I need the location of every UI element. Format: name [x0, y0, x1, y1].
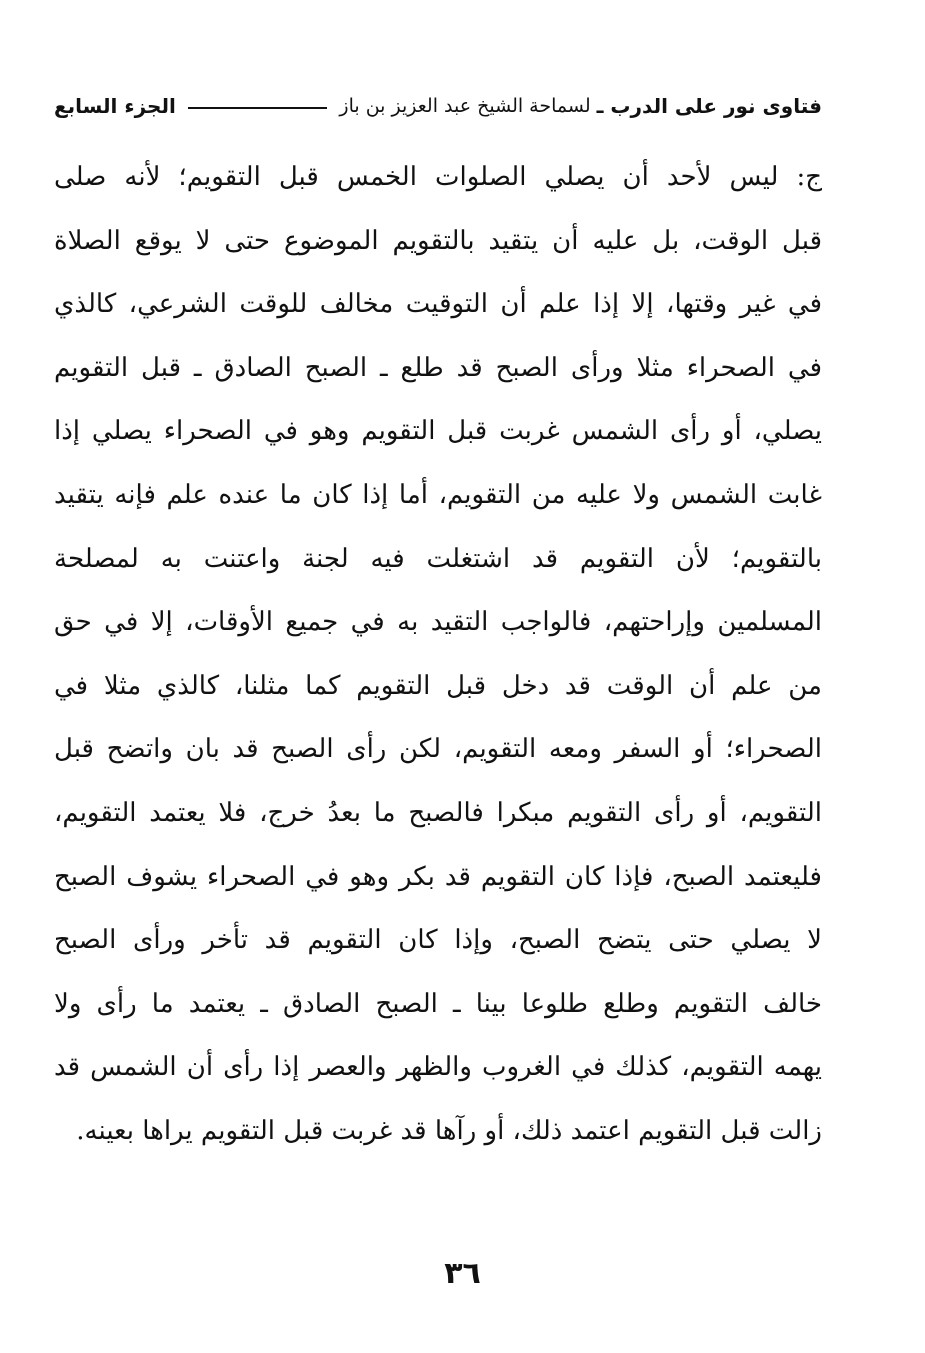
- volume-label: الجزء السابع: [54, 94, 176, 118]
- header-rule: [188, 107, 328, 109]
- text-line: بالتقويم؛ لأن التقويم قد اشتغلت فيه لجنة واعتنت به لمصلحة: [54, 543, 822, 574]
- page-number: ٣٦: [444, 1256, 481, 1291]
- text-line: في الصحراء مثلا ورأى الصبح قد طلع ـ الصبح الصادق ـ قبل التقويم: [54, 352, 822, 383]
- text-line: لا يصلي حتى يتضح الصبح، وإذا كان التقويم قد تأخر ورأى الصبح: [54, 925, 822, 956]
- text-line: يهمه التقويم، كذلك في الغروب والظهر والعصر إذا رأى أن الشمس قد: [54, 1052, 822, 1083]
- text-line: ج: ليس لأحد أن يصلي الصلوات الخمس قبل التقويم؛ لأنه صلى: [54, 162, 822, 192]
- text-line: الصحراء؛ أو السفر ومعه التقويم، لكن رأى الصبح قد بان واتضح قبل: [54, 734, 822, 765]
- text-line: في غير وقتها، إلا إذا علم أن التوقيت مخالف للوقت الشرعي، كالذي: [54, 289, 822, 320]
- text-line: المسلمين وإراحتهم، فالواجب التقيد به في جميع الأوقات، إلا في حق: [54, 607, 822, 638]
- text-line: غابت الشمس ولا عليه من التقويم، أما إذا كان ما عنده علم فإنه يتقيد: [54, 479, 822, 510]
- author-name: لسماحة الشيخ عبد العزيز بن باز: [339, 95, 591, 117]
- running-header: [54, 84, 822, 128]
- text-line: التقويم، أو رأى التقويم مبكرا فالصبح ما بعدُ خرج، فلا يعتمد التقويم،: [54, 797, 822, 828]
- text-line: من علم أن الوقت قد دخل قبل التقويم كما مثلنا، كالذي مثلا في: [54, 670, 822, 701]
- text-line: فليعتمد الصبح، فإذا كان التقويم قد بكر وهو في الصحراء يشوف الصبح: [54, 861, 822, 892]
- text-line: يصلي، أو رأى الشمس غربت قبل التقويم وهو في الصحراء يصلي إذا: [54, 416, 822, 447]
- text-line: خالف التقويم وطلع طلوعا بينا ـ الصبح الصادق ـ يعتمد ما رأى ولا: [54, 988, 822, 1019]
- book-title: فتاوى نور على الدرب ـ: [596, 94, 822, 118]
- text-line: زالت قبل التقويم اعتمد ذلك، أو رآها قد غربت قبل التقويم يراها بعينه.: [76, 1115, 822, 1146]
- text-line: قبل الوقت، بل عليه أن يتقيد بالتقويم الموضوع حتى لا يوقع الصلاة: [54, 225, 822, 256]
- fatwa-answer-text: [54, 146, 822, 1164]
